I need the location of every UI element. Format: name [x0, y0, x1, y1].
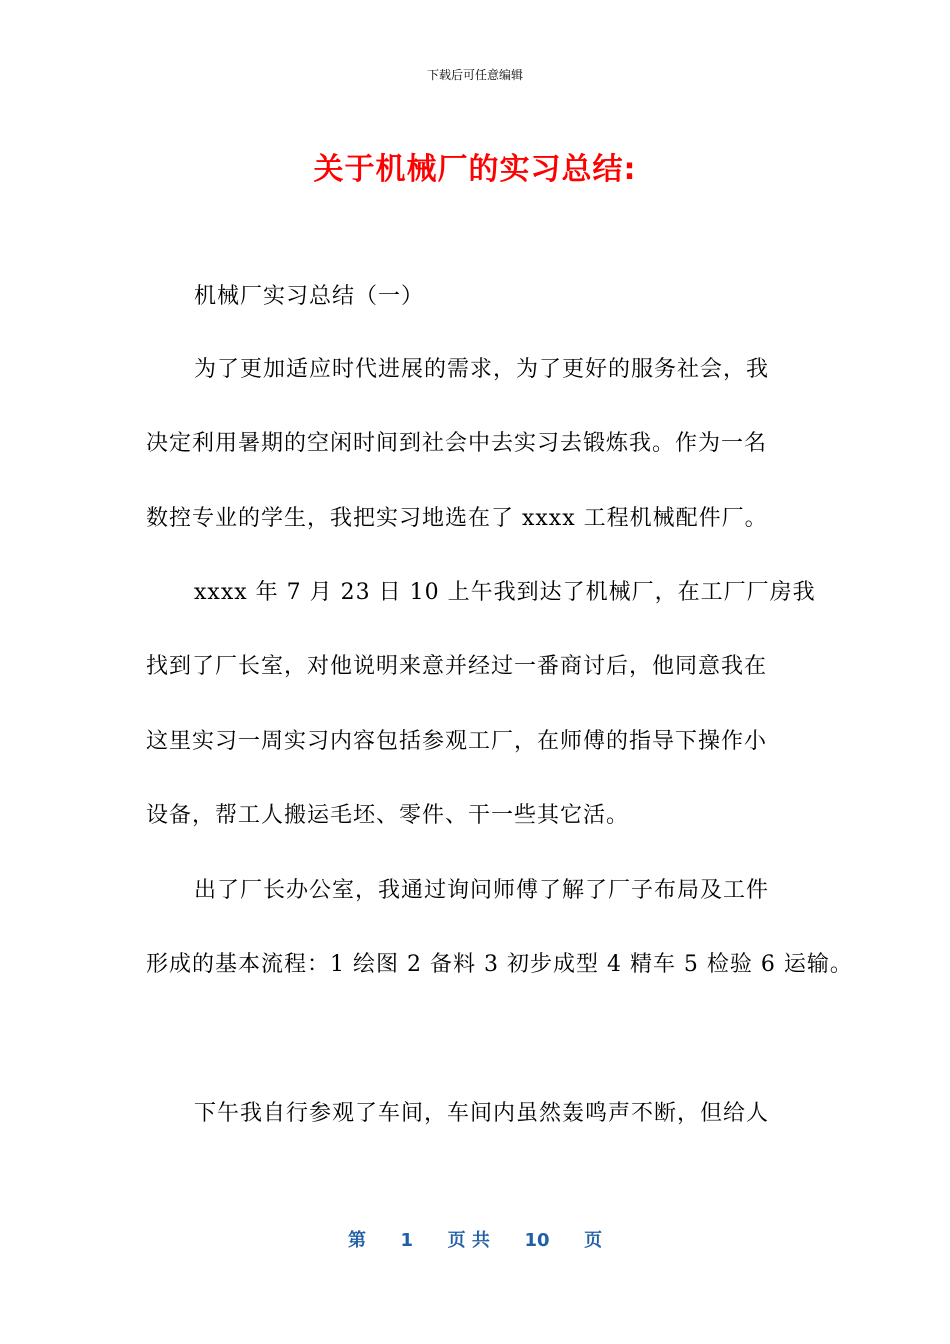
footer-total-pages: 10	[524, 1230, 550, 1251]
document-title: 关于机械厂的实习总结:	[313, 152, 637, 187]
section-heading: 机械厂实习总结（一）	[194, 284, 425, 309]
paragraph-line: 下午我自行参观了车间，车间内虽然轰鸣声不断，但给人	[194, 1101, 770, 1126]
paragraph-line: 出了厂长办公室，我通过询问师傅了解了厂子布局及工件	[194, 878, 770, 903]
paragraph-line: xxxx 年 7 月 23 日 10 上午我到达了机械厂，在工厂厂房我	[194, 580, 816, 605]
paragraph-line: 这里实习一周实习内容包括参观工厂，在师傅的指导下操作小	[146, 729, 768, 754]
paragraph-line: 设备，帮工人搬运毛坯、零件、干一些其它活。	[146, 803, 630, 828]
paragraph-line: 数控专业的学生，我把实习地选在了 xxxx 工程机械配件厂。	[146, 506, 768, 531]
footer-middle: 页 共	[447, 1230, 490, 1251]
page-footer	[0, 1226, 950, 1252]
paragraph-line: 形成的基本流程：1 绘图 2 备料 3 初步成型 4 精车 5 检验 6 运输。	[146, 952, 853, 977]
footer-current-page: 1	[400, 1230, 414, 1251]
footer-prefix: 第	[347, 1230, 366, 1251]
paragraph-line: 决定利用暑期的空闲时间到社会中去实习去锻炼我。作为一名	[146, 431, 768, 456]
footer-suffix: 页	[584, 1230, 603, 1251]
paragraph-line: 为了更加适应时代进展的需求，为了更好的服务社会，我	[194, 357, 770, 382]
paragraph-line: 找到了厂长室，对他说明来意并经过一番商讨后，他同意我在	[146, 654, 768, 679]
header-note: 下载后可任意编辑	[426, 68, 523, 82]
